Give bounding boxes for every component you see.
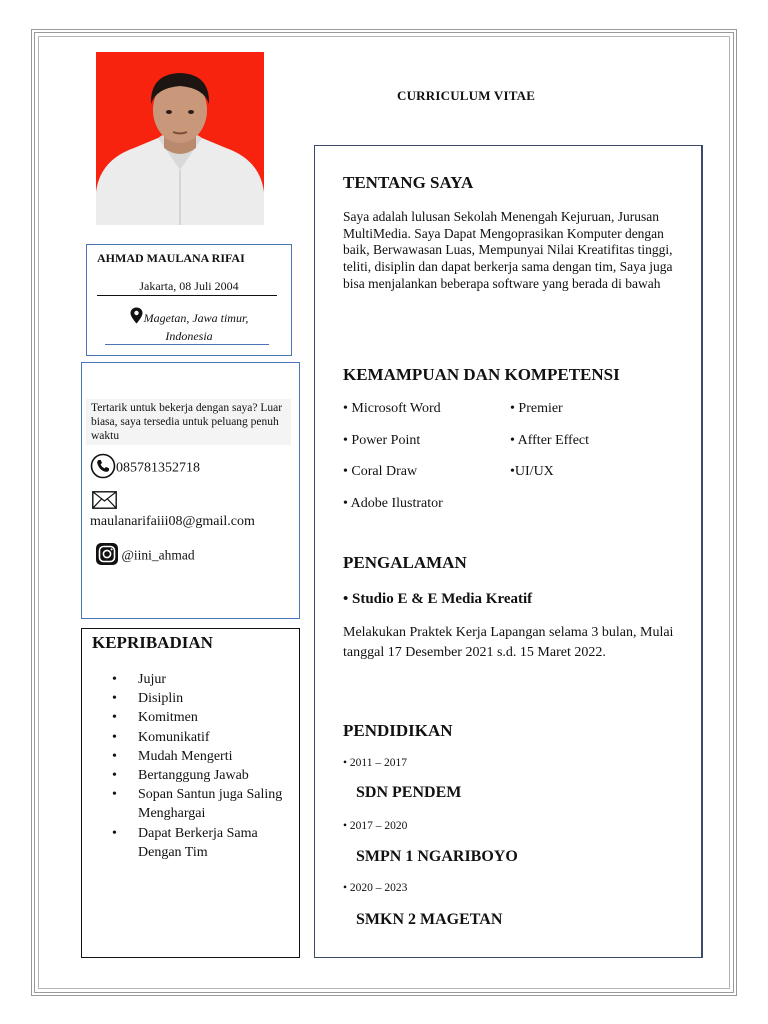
phone-row bbox=[90, 453, 200, 484]
list-item: • Jujur bbox=[138, 670, 288, 689]
list-item: • Bertanggung Jawab bbox=[138, 766, 288, 785]
experience-description: Melakukan Praktek Kerja Lapangan selama 3 bulan, Mulai tanggal 17 Desember 2021 s.d. 15 Maret 2022. bbox=[343, 625, 674, 660]
email-row bbox=[90, 491, 255, 530]
phone-icon bbox=[90, 453, 116, 484]
profile-photo bbox=[96, 52, 264, 225]
personality-box bbox=[81, 628, 300, 958]
about-text: Saya adalah lulusan Sekolah Menengah Kejuruan, Jurusan MultiMedia. Saya Dapat Mengoprasikan Komputer dengan baik, Berwawasan Luas, Mempunyai Nilai Kreatifitas tinggi, teliti, disiplin dan dapat berkerja sama dengan tim, Saya juga bisa menjalankan beberapa software yang berada di bawah bbox=[343, 209, 673, 291]
skill-item: • Microsoft Word bbox=[343, 401, 441, 416]
phone-number[interactable]: 085781352718 bbox=[116, 460, 200, 476]
email-address[interactable]: maulanarifaiii08@gmail.com bbox=[90, 514, 255, 529]
person-portrait-icon bbox=[96, 52, 264, 225]
skill-item: •UI/UX bbox=[510, 464, 554, 479]
main-content-box bbox=[314, 145, 703, 958]
skill-item: • Premier bbox=[510, 401, 563, 416]
mail-icon bbox=[92, 491, 117, 514]
list-item: • Komunikatif bbox=[138, 728, 288, 747]
about-title: TENTANG SAYA bbox=[343, 173, 474, 192]
list-item: • Komitmen bbox=[138, 708, 288, 727]
education-title: PENDIDIKAN bbox=[343, 721, 453, 740]
list-item: • Sopan Santun juga Saling Menghargai bbox=[138, 785, 288, 823]
location bbox=[87, 307, 291, 344]
divider bbox=[97, 295, 277, 296]
experience-title: PENGALAMAN bbox=[343, 553, 467, 572]
divider bbox=[105, 344, 269, 345]
location-line-1: Magetan, Jawa timur, bbox=[143, 311, 249, 325]
instagram-row bbox=[96, 543, 195, 570]
personality-list bbox=[138, 670, 288, 862]
skill-item: • Coral Draw bbox=[343, 464, 418, 479]
birth-info: Jakarta, 08 Juli 2004 bbox=[139, 279, 239, 293]
name-box bbox=[86, 244, 292, 356]
location-line-2: Indonesia bbox=[165, 329, 213, 343]
education-years: • 2011 – 2017 bbox=[343, 757, 407, 769]
full-name: AHMAD MAULANA RIFAI bbox=[97, 251, 245, 265]
contact-intro: Tertarik untuk bekerja dengan saya? Luar biasa, saya tersedia untuk peluang penuh waktu bbox=[86, 399, 291, 445]
skill-item: • Affter Effect bbox=[510, 433, 590, 448]
instagram-icon bbox=[96, 543, 118, 570]
skill-item: • Power Point bbox=[343, 433, 421, 448]
education-school: SDN PENDEM bbox=[356, 784, 462, 801]
skill-item: • Adobe Ilustrator bbox=[343, 496, 443, 511]
document-title: CURRICULUM VITAE bbox=[397, 88, 536, 103]
list-item: • Disiplin bbox=[138, 689, 288, 708]
instagram-handle[interactable]: @iini_ahmad bbox=[121, 547, 195, 563]
education-years: • 2020 – 2023 bbox=[343, 882, 408, 894]
personality-title: KEPRIBADIAN bbox=[92, 633, 213, 652]
education-school: SMKN 2 MAGETAN bbox=[356, 911, 503, 928]
experience-company: • Studio E & E Media Kreatif bbox=[343, 591, 533, 607]
contact-box bbox=[81, 362, 300, 619]
list-item: • Dapat Berkerja Sama Dengan Tim bbox=[138, 824, 288, 862]
location-pin-icon bbox=[130, 307, 143, 328]
education-years: • 2017 – 2020 bbox=[343, 820, 408, 832]
education-school: SMPN 1 NGARIBOYO bbox=[356, 848, 518, 865]
list-item: • Mudah Mengerti bbox=[138, 747, 288, 766]
skills-title: KEMAMPUAN DAN KOMPETENSI bbox=[343, 365, 620, 384]
